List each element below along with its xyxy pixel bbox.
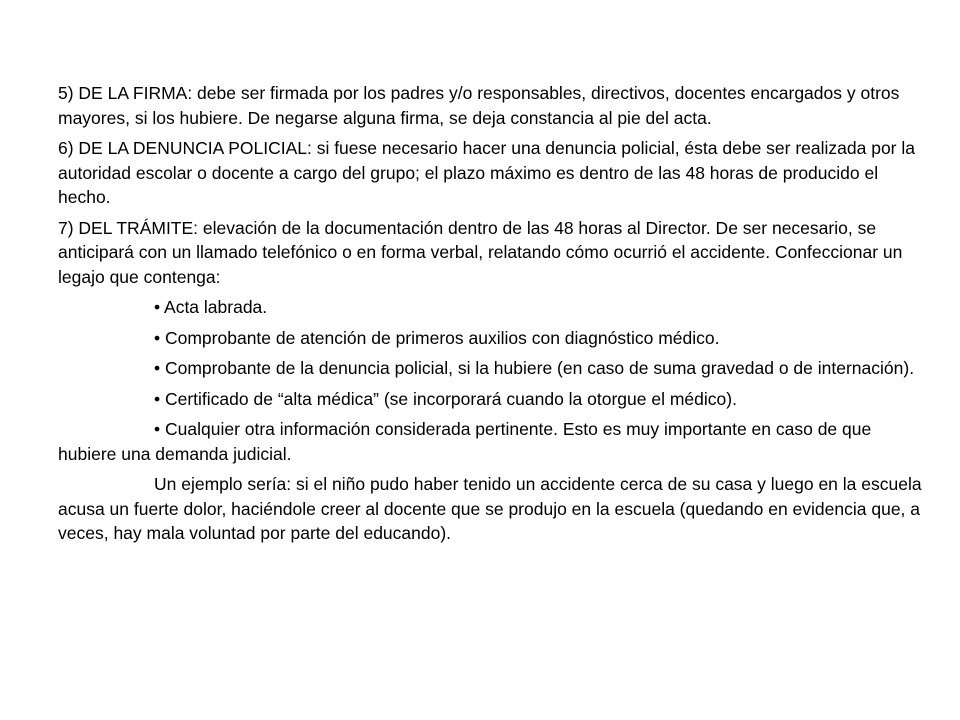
- document-body: [58, 81, 930, 552]
- bullet-comprobante-denuncia: • Comprobante de la denuncia policial, si la hubiere (en caso de suma gravedad o de internación).: [154, 358, 915, 378]
- paragraph-denuncia-policial: 6) DE LA DENUNCIA POLICIAL: si fuese necesario hacer una denuncia policial, ésta debe ser realizada por la autoridad escolar o docente a cargo del grupo; el plazo máximo es dentro de las 48 horas de producido el hecho.: [58, 138, 915, 207]
- bullet-comprobante-atencion: • Comprobante de atención de primeros auxilios con diagnóstico médico.: [154, 327, 720, 348]
- bullet-acta-labrada: • Acta labrada.: [154, 297, 268, 317]
- bullet-certificado-alta: • Certificado de “alta médica” (se incorporará cuando la otorgue el médico).: [154, 388, 737, 409]
- paragraph-ejemplo: Un ejemplo sería: si el niño pudo haber tenido un accidente cerca de su casa y luego en la escuela acusa un fuerte dolor, haciéndole creer al docente que se produjo en la escuela (quedando en evidencia que, a veces, hay mala voluntad por parte del educando).: [58, 474, 922, 543]
- paragraph-tramite: 7) DEL TRÁMITE: elevación de la documentación dentro de las 48 horas al Director. De ser necesario, se anticipará con un llamado telefónico o en forma verbal, relatando cómo ocurrió el accidente. Confeccionar un legajo que contenga:: [58, 217, 903, 287]
- paragraph-firma: 5) DE LA FIRMA: debe ser firmada por los padres y/o responsables, directivos, docentes encargados y otros mayores, si los hubiere. De negarse alguna firma, se deja constancia al pie del acta.: [58, 83, 900, 128]
- bullet-otra-informacion: • Cualquier otra información considerada pertinente. Esto es muy importante en caso de que hubiere una demanda judicial.: [58, 419, 872, 464]
